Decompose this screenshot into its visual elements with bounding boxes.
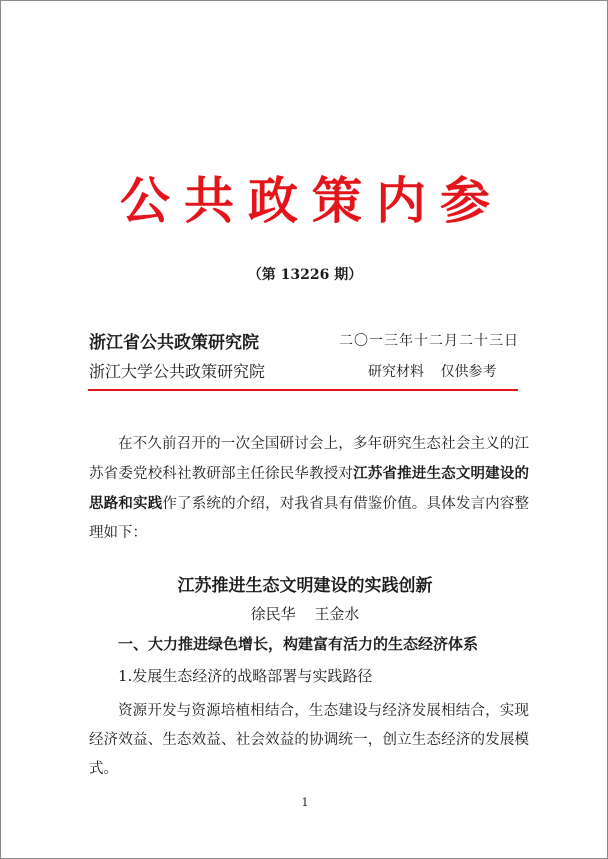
- header-divider: [88, 389, 518, 391]
- intro-paragraph: [89, 430, 529, 548]
- masthead-title: 公共政策内参: [120, 172, 504, 230]
- circulation-note: 研究材料 仅供参考: [368, 364, 497, 380]
- body-paragraph: 资源开发与资源培植相结合，生态建设与经济发展相结合，实现经济效益、生态效益、社会效益的协调统一，创立生态经济的发展模式。: [89, 703, 529, 777]
- intro-text-2: 作了系统的介绍，对我省具有借鉴价值。具体发言内容整理如下：: [89, 496, 530, 541]
- intro-text-1: 在不久前召开的一次全国研讨会上，多年研究生态社会主义的江苏省委党校科社教研部主任徐民华教授对: [89, 436, 529, 482]
- page-number: 1: [301, 796, 309, 809]
- publisher-secondary: 浙江大学公共政策研究院: [89, 362, 266, 381]
- subsection-heading: 1.发展生态经济的战略部署与实践路径: [118, 667, 373, 685]
- intro-text-bold: 江苏省推进生态文明建设的思路和实践: [89, 465, 530, 512]
- article-authors: 徐民华 王金水: [250, 605, 360, 623]
- issue-number: （第 13226 期）: [247, 267, 363, 283]
- section-heading: 一、大力推进绿色增长，构建富有活力的生态经济体系: [118, 635, 479, 653]
- article-title: 江苏推进生态文明建设的实践创新: [177, 576, 433, 596]
- publication-date: 二〇一三年十二月二十三日: [339, 333, 519, 349]
- publisher-primary: 浙江省公共政策研究院: [89, 333, 259, 353]
